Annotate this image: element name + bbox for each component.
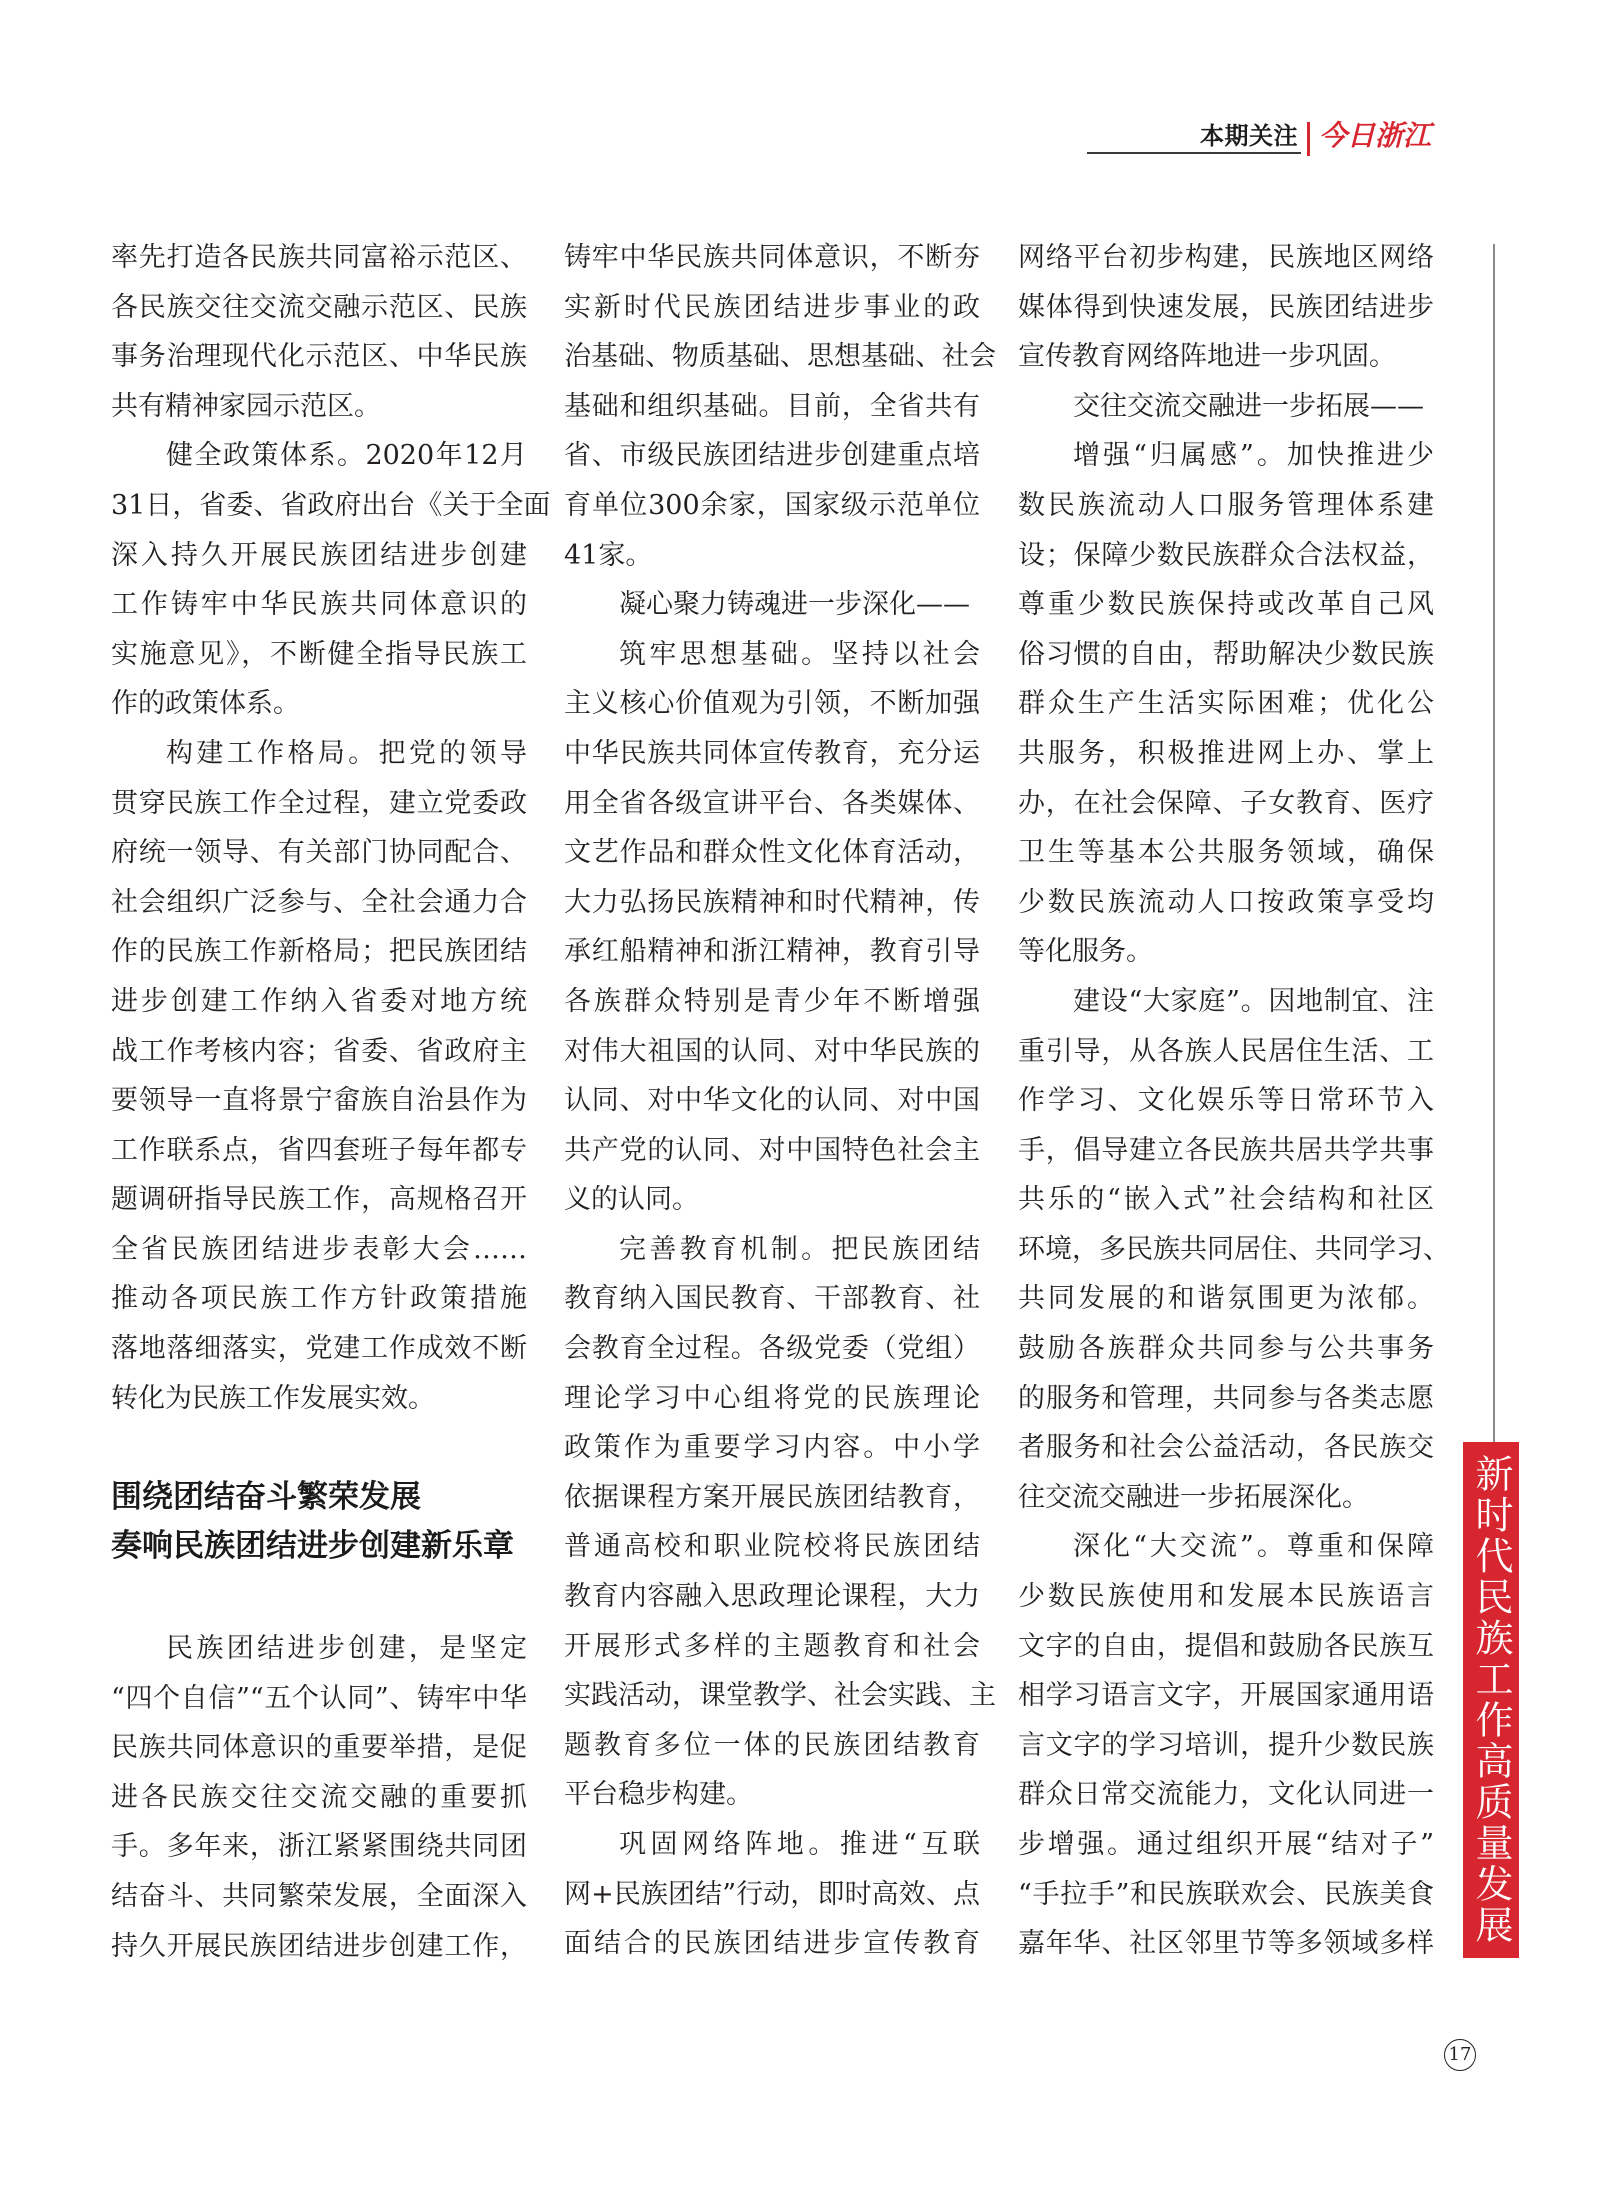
text-line: 手。多年来，浙江紧紧围绕共同团 (111, 1831, 527, 1863)
text-line: 共有精神家园示范区。 (111, 390, 381, 422)
text-line: 贯穿民族工作全过程，建立党委政 (111, 787, 527, 819)
text-line: 教育内容融入思政理论课程，大力 (564, 1581, 980, 1613)
text-line: 中华民族共同体宣传教育，充分运 (564, 737, 980, 769)
text-line: 会教育全过程。各级党委（党组） (564, 1333, 980, 1365)
text-line: 41家。 (564, 539, 653, 571)
text-line: 民族共同体意识的重要举措，是促 (111, 1732, 527, 1764)
text-line: 群众日常交流能力，文化认同进一 (1018, 1779, 1434, 1811)
text-line: 政策作为重要学习内容。中小学 (564, 1432, 980, 1464)
paragraph (564, 233, 996, 580)
text-line: 转化为民族工作发展实效。 (111, 1382, 435, 1414)
brand-divider (1307, 122, 1310, 156)
text-line: 铸牢中华民族共同体意识，不断夯 (564, 242, 980, 273)
text-line: 共同发展的和谐氛围更为浓郁。 (1018, 1283, 1434, 1315)
text-line: 结奋斗、共同繁荣发展，全面深入 (111, 1880, 527, 1912)
text-line: 基础和组织基础。目前，全省共有 (564, 390, 980, 422)
text-line: 完善教育机制。把民族团结 (619, 1233, 980, 1265)
paragraph (564, 1225, 996, 1820)
text-line: 民族团结进步创建，是坚定 (166, 1632, 527, 1664)
text-line: 数民族流动人口服务管理体系建 (1018, 489, 1434, 521)
text-line: 社会组织广泛参与、全社会通力合 (111, 886, 527, 918)
paragraph (111, 431, 551, 729)
text-line: 办，在社会保障、子女教育、医疗 (1018, 787, 1434, 819)
text-line: 31日，省委、省政府出台《关于全面 (111, 489, 551, 521)
text-line: 宣传教育网络阵地进一步巩固。 (1018, 341, 1396, 373)
text-line: 建设“大家庭”。因地制宜、注 (1073, 985, 1434, 1017)
text-line: 媒体得到快速发展，民族团结进步 (1018, 291, 1434, 323)
text-line: 承红船精神和浙江精神，教育引导 (564, 936, 980, 968)
text-line: 重引导，从各族人民居住生活、工 (1018, 1035, 1434, 1067)
text-line: 共产党的认同、对中国特色社会主 (564, 1134, 980, 1166)
paragraph (1018, 977, 1450, 1523)
text-line: 依据课程方案开展民族团结教育， (564, 1481, 980, 1513)
text-line: 要领导一直将景宁畲族自治县作为 (111, 1085, 527, 1117)
text-line: 实施意见》，不断健全指导民族工 (111, 638, 527, 670)
text-line: 少数民族使用和发展本民族语言 (1018, 1581, 1434, 1613)
header-rule (1087, 152, 1301, 154)
text-line: 对伟大祖国的认同、对中华民族的 (564, 1035, 980, 1067)
text-line: 往交流交融进一步拓展深化。 (1018, 1481, 1369, 1513)
paragraph (1018, 382, 1434, 432)
text-line: 各民族交往交流交融示范区、民族 (111, 291, 527, 323)
paragraph (111, 233, 527, 431)
side-rule (1493, 244, 1495, 1442)
text-line: 大力弘扬民族精神和时代精神，传 (564, 886, 980, 918)
paragraph (1018, 431, 1434, 977)
text-line: 义的认同。 (564, 1184, 699, 1216)
text-line: 深入持久开展民族团结进步创建 (111, 539, 527, 571)
text-line: 落地落细落实，党建工作成效不断 (111, 1333, 527, 1365)
text-line: 手，倡导建立各民族共居共学共事 (1018, 1134, 1434, 1166)
heading-line: 奏响民族团结进步创建新乐章 (111, 1528, 514, 1565)
text-line: 实新时代民族团结进步事业的政 (564, 291, 980, 323)
text-line: 卫生等基本公共服务领域，确保 (1018, 837, 1434, 869)
text-line: 俗习惯的自由，帮助解决少数民族 (1018, 638, 1434, 670)
text-line: “四个自信”“五个认同”、铸牢中华 (111, 1682, 527, 1714)
text-line: 作学习、文化娱乐等日常环节入 (1018, 1085, 1434, 1117)
section-label: 本期关注 (1200, 122, 1298, 150)
text-line: 健全政策体系。2020年12月 (166, 440, 527, 472)
text-line: 全省民族团结进步表彰大会…… (111, 1233, 527, 1265)
text-line: 嘉年华、社区邻里节等多领域多样 (1018, 1928, 1434, 1960)
text-line: 的服务和管理，共同参与各类志愿 (1018, 1382, 1434, 1414)
text-line: 相学习语言文字，开展国家通用语 (1018, 1680, 1434, 1712)
text-line: 育单位300余家，国家级示范单位 (564, 489, 980, 521)
paragraph (564, 580, 980, 630)
text-column-1 (111, 233, 551, 1971)
text-line: 增强“归属感”。加快推进少 (1073, 440, 1434, 472)
text-line: 各族群众特别是青少年不断增强 (564, 985, 980, 1017)
text-line: 步增强。通过组织开展“结对子” (1018, 1829, 1434, 1860)
text-line: 言文字的学习培训，提升少数民族 (1018, 1729, 1434, 1761)
text-line: 实践活动，课堂教学、社会实践、主 (564, 1680, 996, 1712)
text-line: 网络平台初步构建，民族地区网络 (1018, 242, 1434, 273)
text-line: 省、市级民族团结进步创建重点培 (564, 440, 980, 472)
text-line: 事务治理现代化示范区、中华民族 (111, 341, 527, 373)
text-line: 交往交流交融进一步拓展—— (1073, 390, 1424, 422)
text-line: 治基础、物质基础、思想基础、社会 (564, 341, 996, 373)
section-heading (111, 1473, 527, 1571)
text-line: 文艺作品和群众性文化体育活动， (564, 837, 980, 869)
text-line: 持久开展民族团结进步创建工作， (111, 1930, 527, 1962)
text-line: 网+民族团结”行动，即时高效、点 (564, 1878, 980, 1910)
heading-line: 围绕团结奋斗繁荣发展 (111, 1479, 421, 1516)
text-line: 教育纳入国民教育、干部教育、社 (564, 1283, 980, 1315)
text-line: 者服务和社会公益活动，各民族交 (1018, 1432, 1434, 1464)
text-line: 环境，多民族共同居住、共同学习、 (1018, 1233, 1450, 1265)
text-column-2 (564, 233, 996, 1969)
text-line: 共乐的“嵌入式”社会结构和社区 (1018, 1184, 1434, 1216)
text-line: 深化“大交流”。尊重和保障 (1073, 1531, 1434, 1563)
text-line: 面结合的民族团结进步宣传教育 (564, 1928, 980, 1960)
text-line: 认同、对中华文化的认同、对中国 (564, 1085, 980, 1117)
text-line: 作的民族工作新格局；把民族团结 (111, 936, 527, 968)
text-line: 战工作考核内容；省委、省政府主 (111, 1035, 527, 1067)
text-line: 群众生产生活实际困难；优化公 (1018, 688, 1434, 720)
text-line: 作的政策体系。 (111, 688, 300, 720)
text-line: 共服务，积极推进网上办、掌上 (1018, 737, 1434, 769)
paragraph (1018, 1522, 1434, 1968)
text-line: 题调研指导民族工作，高规格召开 (111, 1184, 527, 1216)
text-line: 少数民族流动人口按政策享受均 (1018, 886, 1434, 918)
side-tab-title: 新时代民族工作高质量发展 (1463, 1442, 1519, 1958)
text-line: 等化服务。 (1018, 936, 1153, 968)
text-line: 理论学习中心组将党的民族理论 (564, 1382, 980, 1414)
text-line: 尊重少数民族保持或改革自己风 (1018, 589, 1434, 621)
text-column-3 (1018, 233, 1450, 1969)
text-line: 工作铸牢中华民族共同体意识的 (111, 589, 527, 621)
text-line: 开展形式多样的主题教育和社会 (564, 1630, 980, 1662)
text-line: 筑牢思想基础。坚持以社会 (619, 638, 980, 670)
text-line: 率先打造各民族共同富裕示范区、 (111, 242, 527, 273)
text-line: 主义核心价值观为引领，不断加强 (564, 688, 980, 720)
paragraph (1018, 233, 1434, 382)
text-line: 用全省各级宣讲平台、各类媒体、 (564, 787, 980, 819)
text-line: 设；保障少数民族群众合法权益， (1018, 539, 1434, 571)
paragraph (111, 1624, 527, 1971)
text-line: 进各民族交往交流交融的重要抓 (111, 1781, 527, 1813)
text-line: “手拉手”和民族联欢会、民族美食 (1018, 1878, 1434, 1910)
text-line: 巩固网络阵地。推进“互联 (619, 1829, 980, 1860)
text-line: 进步创建工作纳入省委对地方统 (111, 985, 527, 1017)
page-number: 17 (1444, 2039, 1476, 2071)
paragraph (111, 729, 527, 1423)
text-line: 工作联系点，省四套班子每年都专 (111, 1134, 527, 1166)
text-line: 平台稳步构建。 (564, 1779, 753, 1811)
text-line: 文字的自由，提倡和鼓励各民族互 (1018, 1630, 1434, 1662)
brand-logo: 今日浙江 (1319, 119, 1432, 152)
text-line: 凝心聚力铸魂进一步深化—— (619, 589, 970, 621)
text-line: 题教育多位一体的民族团结教育 (564, 1729, 980, 1761)
paragraph (564, 630, 980, 1225)
text-line: 府统一领导、有关部门协同配合、 (111, 837, 527, 869)
text-line: 鼓励各族群众共同参与公共事务 (1018, 1333, 1434, 1365)
text-line: 构建工作格局。把党的领导 (166, 737, 527, 769)
text-line: 普通高校和职业院校将民族团结 (564, 1531, 980, 1563)
text-line: 推动各项民族工作方针政策措施 (111, 1283, 527, 1315)
paragraph (564, 1820, 980, 1969)
